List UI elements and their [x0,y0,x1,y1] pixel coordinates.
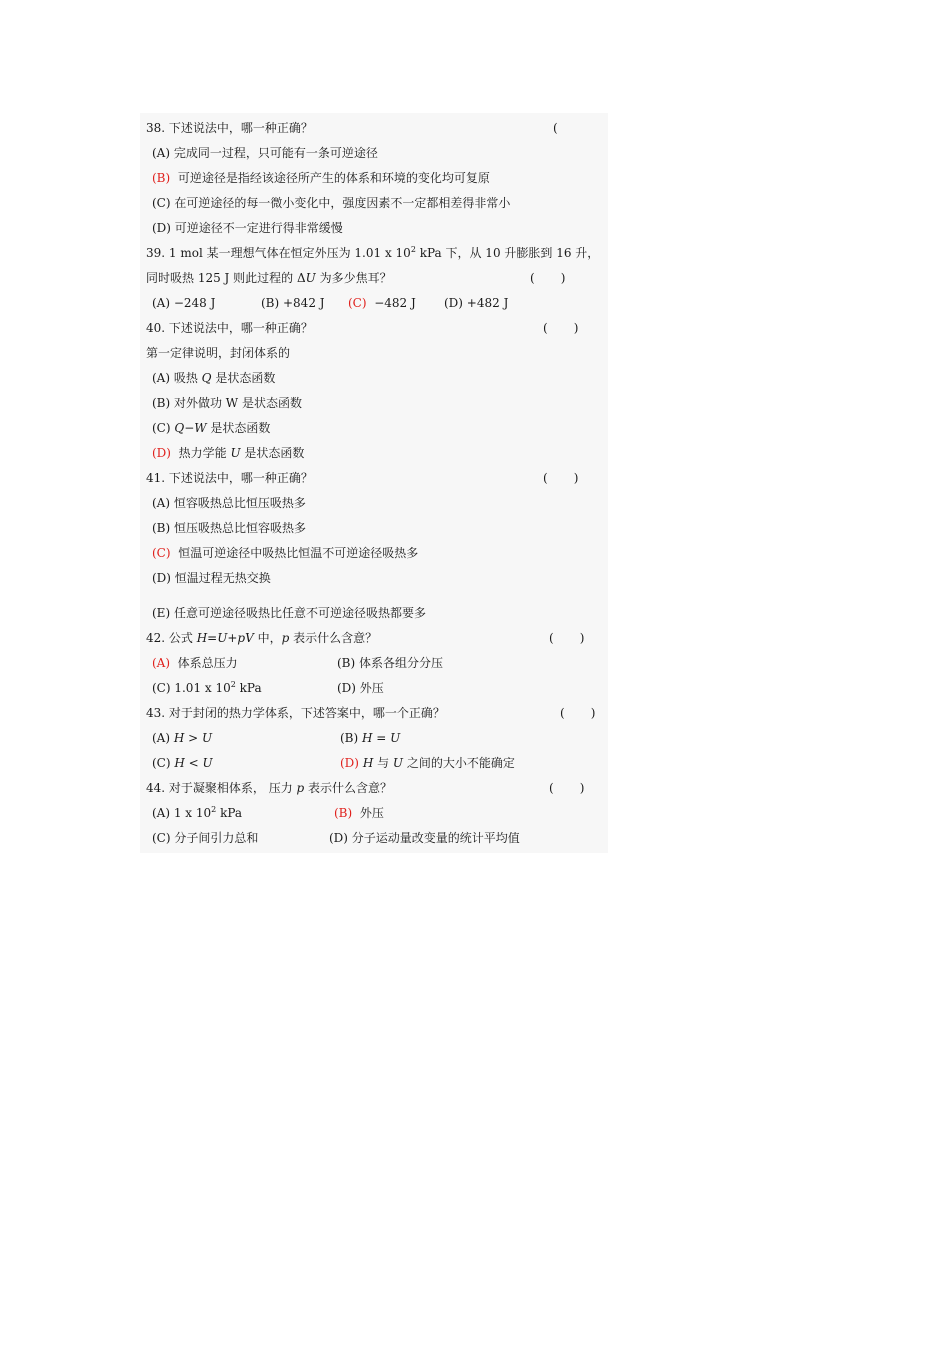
q43-option-d [340,752,515,774]
q39-option-a: (A) −248 J [152,296,216,310]
q44-option-b-text: 外压 [359,806,384,820]
q39-stem-post: kPa 下，从 10 升膨胀到 16 升， [415,246,600,260]
q43-paren-open: ( [560,706,565,720]
q40-option-c-post: 是状态函数 [206,421,271,435]
q39-paren-close: ) [560,271,566,285]
q43-options-cd [152,752,552,774]
q42-option-b: (B) 体系各组分分压 [337,656,443,670]
q42-option-c-pre: (C) 1.01 x 10 [152,681,231,695]
q40-stem-text: 40. 下述说法中，哪一种正确？ [146,321,313,335]
q40-option-a-post: 是状态函数 [211,371,276,385]
q44-stem-var: p [296,781,305,795]
q41-option-e [152,602,426,624]
q40-option-d-post: 是状态函数 [240,446,305,460]
q44-options-ab [152,802,572,824]
q42-option-a-text: 体系总压力 [177,656,238,670]
q41-answer-bracket [543,467,578,489]
q41-option-b [152,517,306,539]
q43-option-d-var2: U [392,756,404,770]
q42-options-cd [152,677,552,699]
q39-stem2-pre: 同时吸热 125 J 则此过程的 Δ [146,271,306,285]
q43-option-b-pre: (B) [340,731,362,745]
q42-stem-pre: 42. 公式 [146,631,197,645]
q43-options-ab [152,727,552,749]
q42-stem-post: 表示什么含意？ [289,631,378,645]
q43-stem [146,702,445,724]
q40-option-a-var: Q [201,371,212,385]
q40-stem [146,317,313,339]
q43-answer-bracket [560,702,595,724]
q41-paren-open: ( [543,471,548,485]
q42-option-c-sup: 2 [230,680,236,689]
q38-option-b-letter: (B) [152,171,171,185]
q39-stem [146,242,599,264]
q39-option-d: (D) +482 J [444,296,509,310]
q44-option-b-letter: (B) [334,806,353,820]
q38-option-b [152,167,490,189]
q44-stem-pre: 44. 对于凝聚相体系， 压力 [146,781,297,795]
q44-option-a-sup: 2 [211,805,217,814]
q44-stem [146,777,392,799]
q40-paren-open: ( [543,321,548,335]
q44-paren-open: ( [549,781,554,795]
q42-option-a [152,652,238,674]
q40-answer-bracket [543,317,578,339]
q40-option-c-op: − [184,421,195,435]
q40-intro [146,342,290,364]
q41-stem-text: 41. 下述说法中，哪一种正确？ [146,471,313,485]
q41-option-c [152,542,418,564]
q39-stem2-var: U [305,271,316,285]
q40-option-c-var2: W [194,421,207,435]
q38-stem-text: 38. 下述说法中，哪一种正确？ [146,121,313,135]
q42-paren-close: ) [579,631,585,645]
q42-stem-mid: 中， [253,631,282,645]
q43-option-c-pre: (C) [152,756,175,770]
q39-answer-bracket [530,267,565,289]
q44-option-c: (C) 分子间引力总和 [152,831,259,845]
q43-option-d-var1: H [362,756,374,770]
q42-stem [146,627,377,649]
q42-stem-var: p [281,631,290,645]
q41-option-c-text: 恒温可逆途径中吸热比恒温不可逆途径吸热多 [178,546,419,560]
q43-option-b-expr: H = U [362,731,401,745]
q43-option-a-expr: H > U [173,731,213,745]
q40-option-d-var: U [230,446,241,460]
q43-paren-close: ) [590,706,596,720]
q38-option-c [152,192,510,214]
q41-stem [146,467,313,489]
q44-option-a [152,802,242,824]
q41-option-a-text: (A) 恒容吸热总比恒压吸热多 [152,496,306,510]
q39-option-c-text: −482 J [374,296,416,310]
q40-paren-close: ) [573,321,579,335]
q40-option-c [152,417,270,439]
q40-option-a [152,367,275,389]
q41-option-e-text: (E) 任意可逆途径吸热比任意不可逆途径吸热都要多 [152,606,426,620]
q39-paren-open: ( [530,271,535,285]
q41-option-b-text: (B) 恒压吸热总比恒容吸热多 [152,521,306,535]
q40-option-d [152,442,304,464]
q38-option-a [152,142,378,164]
q42-option-d: (D) 外压 [337,681,384,695]
q44-option-d: (D) 分子运动量改变量的统计平均值 [329,831,520,845]
q40-intro-text: 第一定律说明，封闭体系的 [146,346,291,360]
q43-option-d-mid: 与 [373,756,393,770]
q41-option-c-letter: (C) [152,546,171,560]
q39-options [152,292,532,314]
q43-option-d-letter: (D) [340,756,359,770]
q39-stem2-post: 为多少焦耳？ [315,271,392,285]
q43-option-a-pre: (A) [152,731,174,745]
q41-option-d [152,567,271,589]
q40-option-c-var: Q [174,421,185,435]
q39-option-b: (B) +842 J [261,296,325,310]
q40-option-c-pre: (C) [152,421,175,435]
q38-answer-bracket [553,117,558,139]
q38-option-d [152,217,343,239]
q38-option-d-text: (D) 可逆途径不一定进行得非常缓慢 [152,221,343,235]
q38-option-a-text: (A) 完成同一过程，只可能有一条可逆途径 [152,146,378,160]
q41-paren-close: ) [573,471,579,485]
q42-paren-open: ( [549,631,554,645]
q40-option-d-letter: (D) [152,446,171,460]
q41-option-d-text: (D) 恒温过程无热交换 [152,571,271,585]
q43-stem-text: 43. 对于封闭的热力学体系，下述答案中，哪一个正确？ [146,706,445,720]
q41-option-a [152,492,306,514]
q39-stem-sup: 2 [410,245,416,254]
q43-option-b [340,727,400,749]
q44-options-cd [152,827,572,849]
q42-option-a-letter: (A) [152,656,171,670]
q40-option-a-pre: (A) 吸热 [152,371,202,385]
q40-option-b [152,392,302,414]
q44-option-b [334,802,384,824]
q43-option-a [152,727,212,749]
q43-option-d-post: 之间的大小不能确定 [403,756,515,770]
q39-stem-line2 [146,267,392,289]
q39-option-c-letter: (C) [348,296,367,310]
q38-option-b-text: 可逆途径是指经该途径所产生的体系和环境的变化均可复原 [177,171,490,185]
q44-answer-bracket [549,777,584,799]
q38-stem [146,117,313,139]
q38-paren-open: ( [553,121,558,135]
q42-option-c [152,677,262,699]
q39-option-c [348,292,416,314]
q44-option-a-post: kPa [216,806,243,820]
q42-stem-formula: H=U+pV [196,631,254,645]
q42-options-ab [152,652,552,674]
q42-answer-bracket [549,627,584,649]
q40-option-b-text: (B) 对外做功 W 是状态函数 [152,396,302,410]
q44-option-a-pre: (A) 1 x 10 [152,806,212,820]
q43-option-c [152,752,213,774]
q40-option-d-pre: 热力学能 [178,446,231,460]
q43-option-c-expr: H < U [174,756,213,770]
q38-option-c-text: (C) 在可逆途径的每一微小变化中，强度因素不一定都相差得非常小 [152,196,511,210]
q44-stem-post: 表示什么含意？ [304,781,393,795]
q39-stem-pre: 39. 1 mol 某一理想气体在恒定外压为 1.01 x 10 [146,246,411,260]
q44-paren-close: ) [579,781,585,795]
q42-option-c-post: kPa [235,681,262,695]
